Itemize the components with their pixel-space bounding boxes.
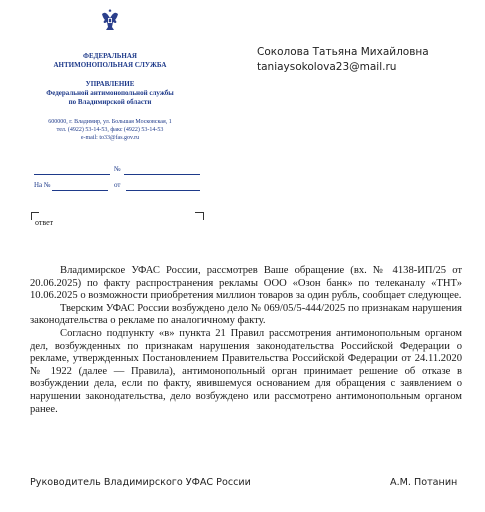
agency-line-2: АНТИМОНОПОЛЬНАЯ СЛУЖБА xyxy=(53,61,167,69)
body-paragraph-3: Согласно подпункту «в» пункта 21 Правил рассмотрения антимонопольным органом дел, возбужденных по признакам нарушения законодательства Российской Федерации о рекламе, утвержденных Постановлением Правительства Российской Федерации от 24.11.2020 № 1922 (далее — Правила), антимонопольный орган принимает решение об отказе в возбуждении дела, если по факту, явившемуся основанием для обращения с заявлением о нарушении законодательства, дело возбуждено или рассмотрено антимонопольным органом ранее. xyxy=(30,327,462,415)
subject-bracket-right-top xyxy=(195,212,203,213)
department-line-3: по Владимирской области xyxy=(68,98,152,106)
reg-number-line xyxy=(124,174,200,175)
addressee xyxy=(257,45,429,75)
contact-info xyxy=(30,118,190,142)
ref-from: от xyxy=(114,181,121,189)
agency-line-1: ФЕДЕРАЛЬНАЯ xyxy=(82,52,137,60)
addressee-email: taniaysokolova23@mail.ru xyxy=(257,61,397,73)
subject-bracket-left-side xyxy=(31,212,32,220)
addressee-name: Соколова Татьяна Михайловна xyxy=(257,46,429,58)
ref-prefix: На № xyxy=(34,181,51,189)
body-paragraph-1: Владимирское УФАС России, рассмотрев Ваше обращение (вх. № 4138-ИП/25 от 20.06.2025) по факту распространения рекламы ООО «Озон банк» по телеканалу «ТНТ» 10.06.2025 о возможности приобретения миллион товаров за один рубль, сообщает следующее. xyxy=(30,265,462,302)
department-line-1: УПРАВЛЕНИЕ xyxy=(85,80,135,88)
reply-label: ответ xyxy=(35,218,54,227)
subject-bracket-left-top xyxy=(31,212,39,213)
subject-bracket-right-side xyxy=(203,212,204,220)
contact-phone: тел. (4922) 53-14-53, факс (4922) 53-14-53 xyxy=(56,127,164,133)
signatory-name: А.М. Потанин xyxy=(390,477,458,488)
agency-name xyxy=(30,52,190,70)
signatory-position: Руководитель Владимирского УФАС России xyxy=(30,477,251,488)
russian-coat-of-arms-icon xyxy=(99,8,121,34)
ref-number-line xyxy=(52,190,108,191)
letter-body xyxy=(30,265,462,416)
reg-number-sign: № xyxy=(114,165,121,173)
ref-date-line xyxy=(126,190,200,191)
contact-email: e-mail: to33@fas.gov.ru xyxy=(80,135,140,141)
contact-address: 600000, г. Владимир, ул. Большая Московская, 1 xyxy=(48,119,172,125)
reg-date-line xyxy=(34,174,110,175)
department-name xyxy=(30,80,190,107)
body-paragraph-2: Тверским УФАС России возбуждено дело № 069/05/5-444/2025 по признакам нарушения законодательства о рекламе по аналогичному факту. xyxy=(30,302,462,327)
department-line-2: Федеральной антимонопольной службы xyxy=(46,89,174,97)
